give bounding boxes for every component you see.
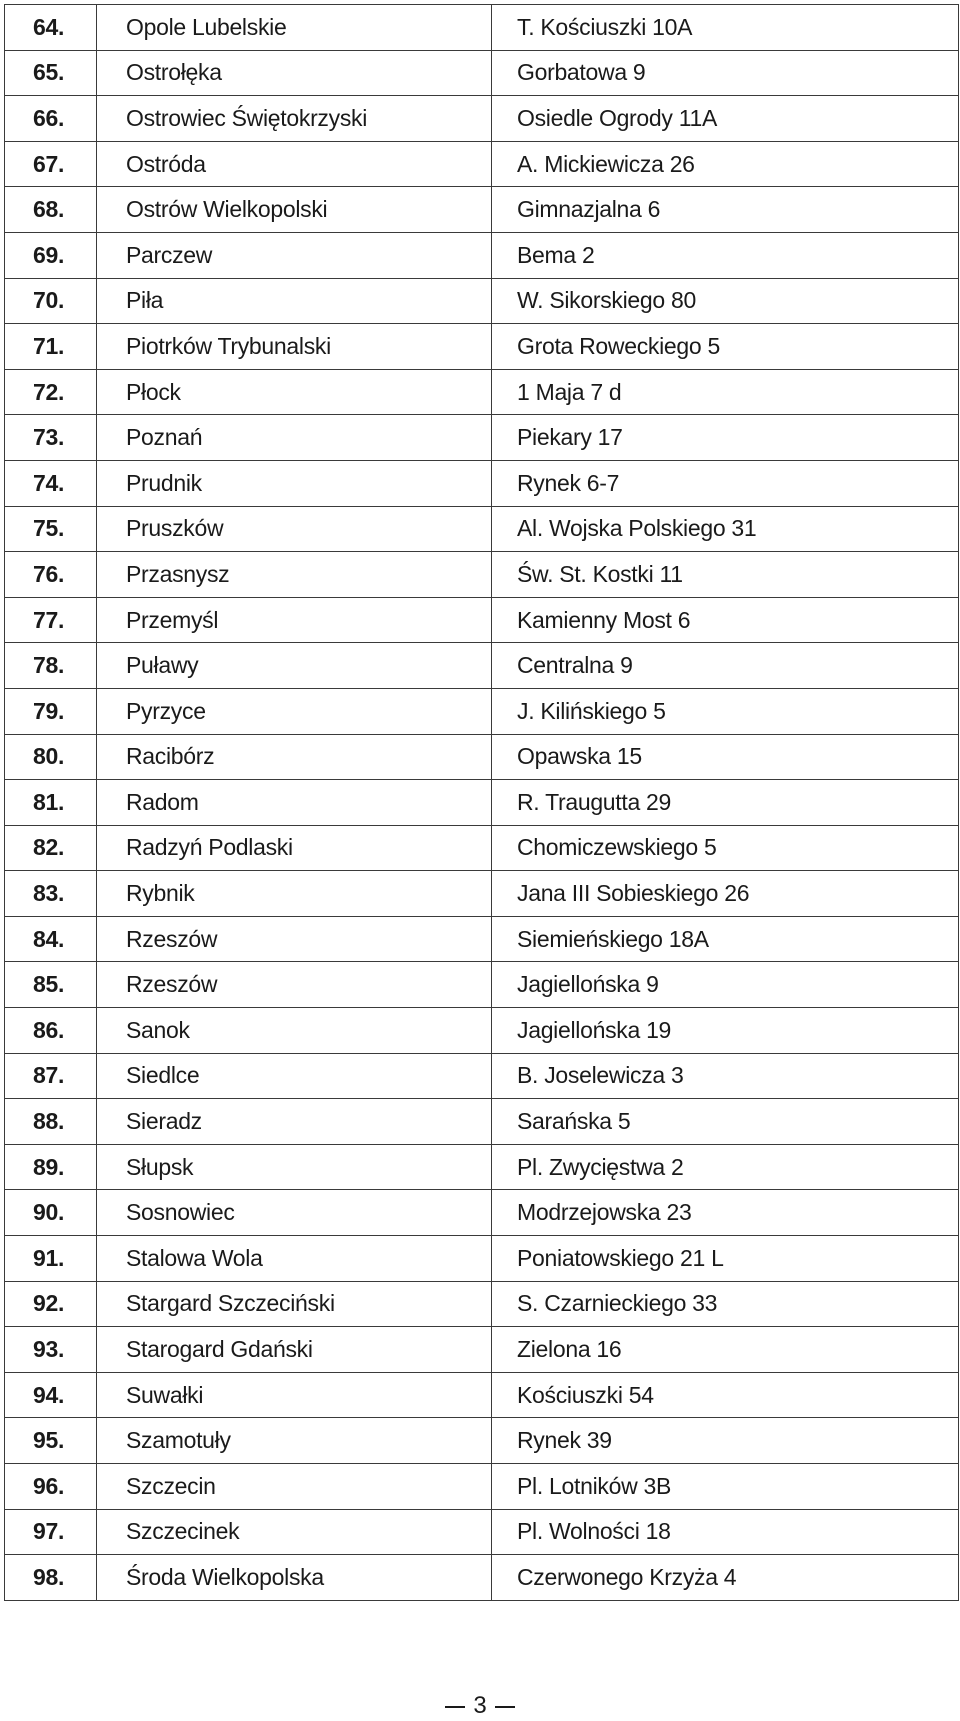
row-number: 75. xyxy=(5,506,97,552)
page-number: 3 xyxy=(473,1692,487,1719)
street-address: Gimnazjalna 6 xyxy=(492,187,959,233)
street-address: Sarańska 5 xyxy=(492,1099,959,1145)
street-address: Kościuszki 54 xyxy=(492,1372,959,1418)
row-number: 74. xyxy=(5,460,97,506)
table-row xyxy=(5,643,959,689)
street-address: Opawska 15 xyxy=(492,734,959,780)
row-number: 98. xyxy=(5,1555,97,1601)
city-name: Stalowa Wola xyxy=(97,1236,492,1282)
street-address: Jagiellońska 19 xyxy=(492,1008,959,1054)
street-address: S. Czarnieckiego 33 xyxy=(492,1281,959,1327)
row-number: 76. xyxy=(5,552,97,598)
table-row xyxy=(5,825,959,871)
row-number: 77. xyxy=(5,597,97,643)
street-address: Chomiczewskiego 5 xyxy=(492,825,959,871)
city-name: Suwałki xyxy=(97,1372,492,1418)
city-name: Przemyśl xyxy=(97,597,492,643)
table-row xyxy=(5,141,959,187)
table-row xyxy=(5,369,959,415)
city-name: Rzeszów xyxy=(97,962,492,1008)
table-row xyxy=(5,278,959,324)
table-row xyxy=(5,1372,959,1418)
row-number: 64. xyxy=(5,5,97,51)
city-name: Poznań xyxy=(97,415,492,461)
city-name: Rybnik xyxy=(97,871,492,917)
row-number: 78. xyxy=(5,643,97,689)
street-address: Bema 2 xyxy=(492,232,959,278)
table-row xyxy=(5,324,959,370)
row-number: 81. xyxy=(5,780,97,826)
street-address: Modrzejowska 23 xyxy=(492,1190,959,1236)
table-row xyxy=(5,5,959,51)
row-number: 67. xyxy=(5,141,97,187)
table-row xyxy=(5,1418,959,1464)
street-address: B. Joselewicza 3 xyxy=(492,1053,959,1099)
table-row xyxy=(5,597,959,643)
table-row xyxy=(5,1144,959,1190)
street-address: Jana III Sobieskiego 26 xyxy=(492,871,959,917)
street-address: Gorbatowa 9 xyxy=(492,50,959,96)
row-number: 80. xyxy=(5,734,97,780)
table-row xyxy=(5,1555,959,1601)
row-number: 93. xyxy=(5,1327,97,1373)
table-row xyxy=(5,96,959,142)
row-number: 66. xyxy=(5,96,97,142)
table-row xyxy=(5,1236,959,1282)
row-number: 72. xyxy=(5,369,97,415)
street-address: Kamienny Most 6 xyxy=(492,597,959,643)
table-row xyxy=(5,187,959,233)
street-address: Pl. Wolności 18 xyxy=(492,1509,959,1555)
table-row xyxy=(5,688,959,734)
document-page xyxy=(4,4,956,1717)
street-address: Al. Wojska Polskiego 31 xyxy=(492,506,959,552)
row-number: 83. xyxy=(5,871,97,917)
city-name: Pruszków xyxy=(97,506,492,552)
city-name: Puławy xyxy=(97,643,492,689)
table-row xyxy=(5,916,959,962)
row-number: 79. xyxy=(5,688,97,734)
street-address: Rynek 39 xyxy=(492,1418,959,1464)
table-row xyxy=(5,1327,959,1373)
city-name: Przasnysz xyxy=(97,552,492,598)
street-address: Św. St. Kostki 11 xyxy=(492,552,959,598)
row-number: 95. xyxy=(5,1418,97,1464)
city-name: Radzyń Podlaski xyxy=(97,825,492,871)
city-name: Piła xyxy=(97,278,492,324)
table-row xyxy=(5,780,959,826)
row-number: 96. xyxy=(5,1464,97,1510)
city-name: Starogard Gdański xyxy=(97,1327,492,1373)
city-name: Pyrzyce xyxy=(97,688,492,734)
row-number: 73. xyxy=(5,415,97,461)
city-name: Parczew xyxy=(97,232,492,278)
table-row xyxy=(5,1464,959,1510)
city-name: Szamotuły xyxy=(97,1418,492,1464)
street-address: Zielona 16 xyxy=(492,1327,959,1373)
street-address: Jagiellońska 9 xyxy=(492,962,959,1008)
street-address: T. Kościuszki 10A xyxy=(492,5,959,51)
city-name: Sanok xyxy=(97,1008,492,1054)
table-row xyxy=(5,460,959,506)
city-name: Sieradz xyxy=(97,1099,492,1145)
row-number: 90. xyxy=(5,1190,97,1236)
city-name: Szczecinek xyxy=(97,1509,492,1555)
locations-table xyxy=(4,4,959,1601)
street-address: Pl. Lotników 3B xyxy=(492,1464,959,1510)
row-number: 89. xyxy=(5,1144,97,1190)
page-number-dash-right xyxy=(495,1706,515,1708)
city-name: Ostrowiec Świętokrzyski xyxy=(97,96,492,142)
city-name: Prudnik xyxy=(97,460,492,506)
street-address: Czerwonego Krzyża 4 xyxy=(492,1555,959,1601)
row-number: 91. xyxy=(5,1236,97,1282)
row-number: 87. xyxy=(5,1053,97,1099)
row-number: 65. xyxy=(5,50,97,96)
table-row xyxy=(5,1099,959,1145)
table-row xyxy=(5,1281,959,1327)
street-address: Piekary 17 xyxy=(492,415,959,461)
street-address: Pl. Zwycięstwa 2 xyxy=(492,1144,959,1190)
table-row xyxy=(5,232,959,278)
row-number: 69. xyxy=(5,232,97,278)
street-address: Poniatowskiego 21 L xyxy=(492,1236,959,1282)
table-row xyxy=(5,1053,959,1099)
city-name: Słupsk xyxy=(97,1144,492,1190)
table-row xyxy=(5,415,959,461)
row-number: 71. xyxy=(5,324,97,370)
table-row xyxy=(5,1008,959,1054)
table-row xyxy=(5,552,959,598)
city-name: Rzeszów xyxy=(97,916,492,962)
table-row xyxy=(5,1509,959,1555)
street-address: Siemieńskiego 18A xyxy=(492,916,959,962)
street-address: Grota Roweckiego 5 xyxy=(492,324,959,370)
locations-table-body xyxy=(5,5,959,1601)
city-name: Opole Lubelskie xyxy=(97,5,492,51)
row-number: 88. xyxy=(5,1099,97,1145)
city-name: Szczecin xyxy=(97,1464,492,1510)
street-address: Centralna 9 xyxy=(492,643,959,689)
city-name: Ostrołęka xyxy=(97,50,492,96)
city-name: Piotrków Trybunalski xyxy=(97,324,492,370)
street-address: R. Traugutta 29 xyxy=(492,780,959,826)
table-row xyxy=(5,962,959,1008)
row-number: 84. xyxy=(5,916,97,962)
street-address: J. Kilińskiego 5 xyxy=(492,688,959,734)
page-footer xyxy=(0,1692,960,1720)
table-row xyxy=(5,1190,959,1236)
city-name: Radom xyxy=(97,780,492,826)
city-name: Środa Wielkopolska xyxy=(97,1555,492,1601)
row-number: 92. xyxy=(5,1281,97,1327)
city-name: Ostrów Wielkopolski xyxy=(97,187,492,233)
street-address: W. Sikorskiego 80 xyxy=(492,278,959,324)
row-number: 82. xyxy=(5,825,97,871)
table-row xyxy=(5,506,959,552)
page-number-dash-left xyxy=(445,1706,465,1708)
row-number: 85. xyxy=(5,962,97,1008)
table-row xyxy=(5,871,959,917)
row-number: 70. xyxy=(5,278,97,324)
city-name: Stargard Szczeciński xyxy=(97,1281,492,1327)
row-number: 68. xyxy=(5,187,97,233)
table-row xyxy=(5,50,959,96)
city-name: Siedlce xyxy=(97,1053,492,1099)
city-name: Racibórz xyxy=(97,734,492,780)
street-address: Rynek 6-7 xyxy=(492,460,959,506)
city-name: Ostróda xyxy=(97,141,492,187)
row-number: 97. xyxy=(5,1509,97,1555)
row-number: 86. xyxy=(5,1008,97,1054)
city-name: Sosnowiec xyxy=(97,1190,492,1236)
street-address: Osiedle Ogrody 11A xyxy=(492,96,959,142)
city-name: Płock xyxy=(97,369,492,415)
table-row xyxy=(5,734,959,780)
street-address: 1 Maja 7 d xyxy=(492,369,959,415)
row-number: 94. xyxy=(5,1372,97,1418)
street-address: A. Mickiewicza 26 xyxy=(492,141,959,187)
